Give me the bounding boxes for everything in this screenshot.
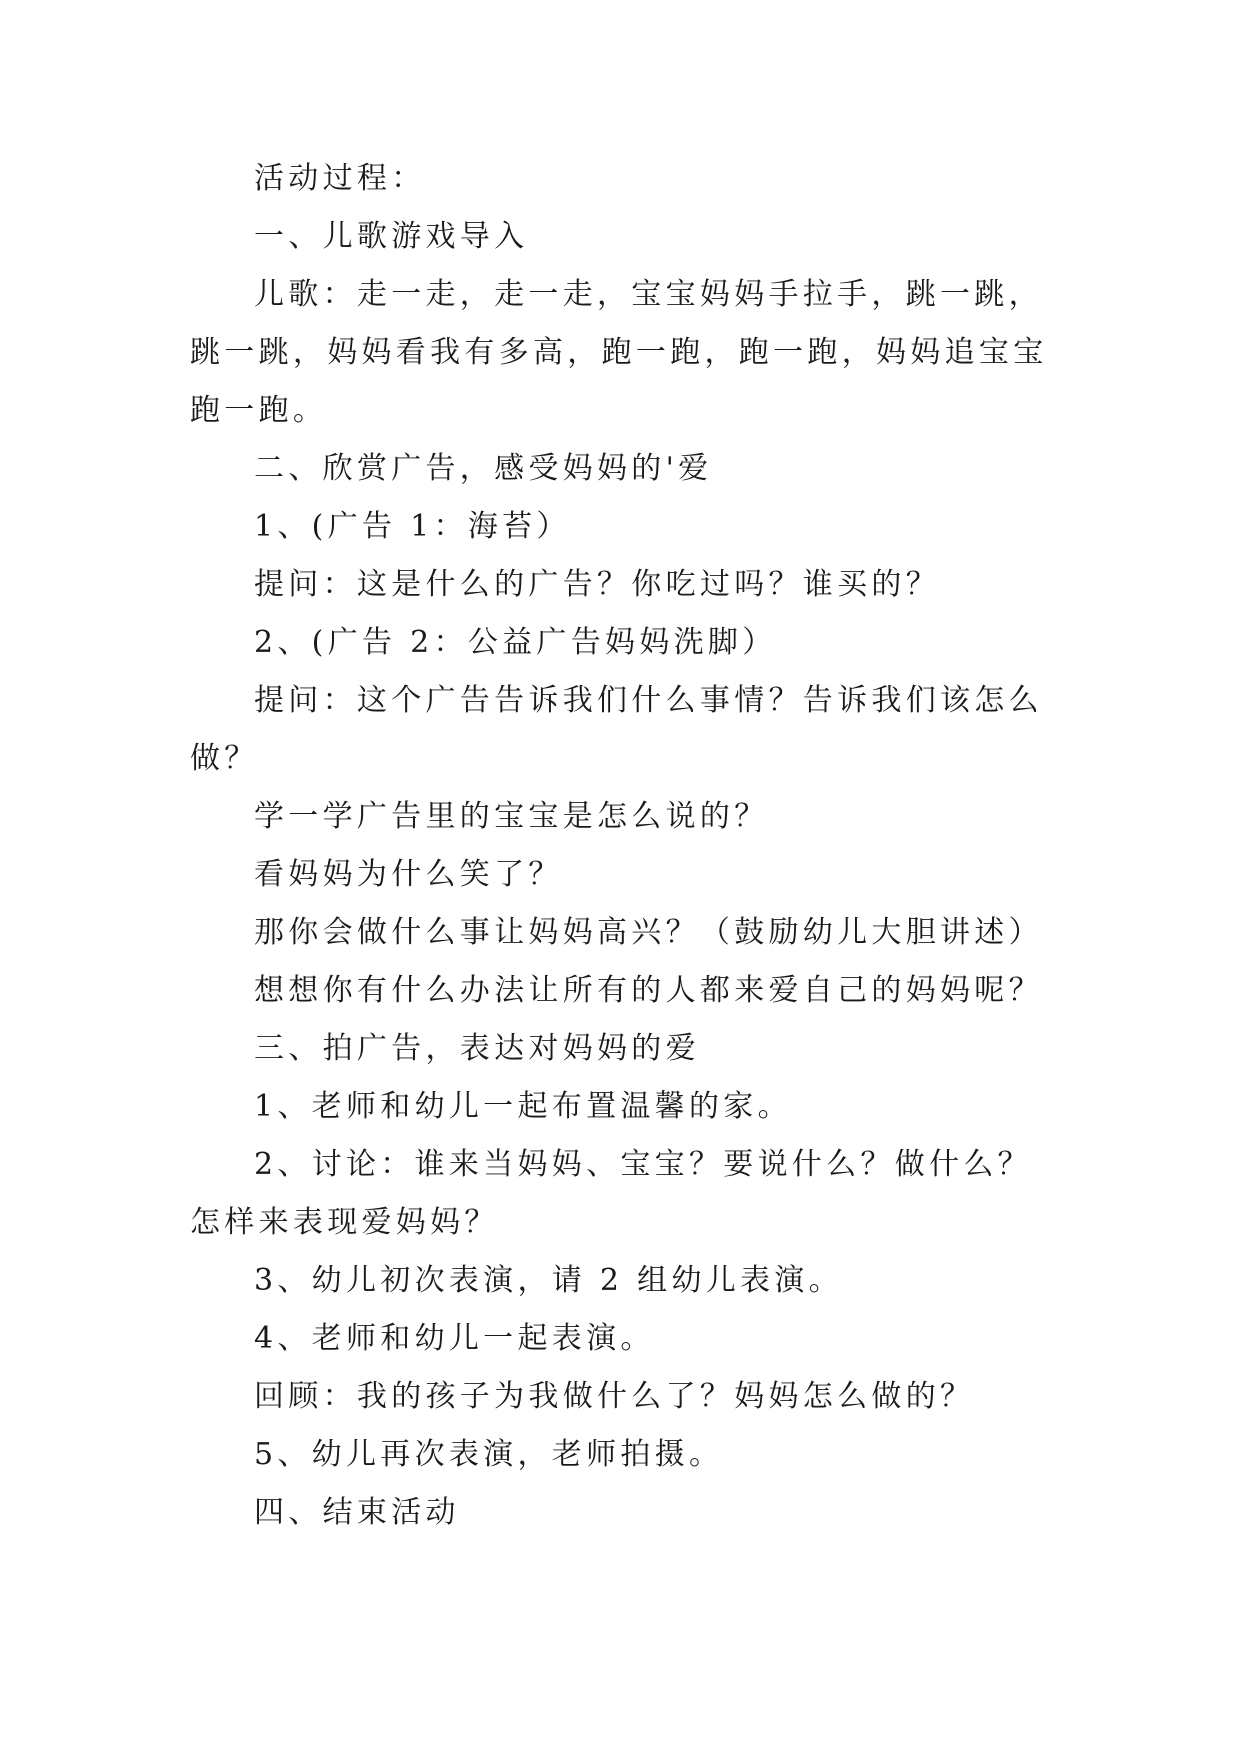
paragraph: 儿歌：走一走，走一走，宝宝妈妈手拉手，跳一跳，跳一跳，妈妈看我有多高，跑一跑，跑一跑，妈妈追宝宝跑一跑。 [190,277,1048,428]
paragraph: 那你会做什么事让妈妈高兴？（鼓励幼儿大胆讲述） [254,915,1043,950]
paragraph: 提问：这是什么的广告？你吃过吗？谁买的？ [254,567,940,602]
paragraph: 看妈妈为什么笑了？ [254,857,563,892]
paragraph: 4、老师和幼儿一起表演。 [254,1321,655,1356]
document-body [190,150,1060,1542]
paragraph: 学一学广告里的宝宝是怎么说的？ [254,799,769,834]
paragraph: 5、幼儿再次表演，老师拍摄。 [254,1437,724,1472]
paragraph: 2、讨论：谁来当妈妈、宝宝？要说什么？做什么？怎样来表现爱妈妈？ [190,1147,1032,1240]
section-heading: 四、结束活动 [254,1495,460,1530]
section-heading: 一、儿歌游戏导入 [254,219,529,254]
paragraph: 1、老师和幼儿一起布置温馨的家。 [254,1089,792,1124]
paragraph: 回顾：我的孩子为我做什么了？妈妈怎么做的？ [254,1379,975,1414]
section-heading: 三、拍广告，表达对妈妈的爱 [254,1031,700,1066]
paragraph: 想想你有什么办法让所有的人都来爱自己的妈妈呢？ [254,973,1043,1008]
paragraph: 3、幼儿初次表演，请 2 组幼儿表演。 [254,1263,843,1298]
section-heading: 二、欣赏广告，感受妈妈的'爱 [254,451,713,486]
section-heading: 活动过程： [254,161,426,196]
paragraph: 提问：这个广告告诉我们什么事情？告诉我们该怎么做？ [190,683,1043,776]
paragraph: 1、(广告 1：海苔） [254,509,571,544]
paragraph: 2、(广告 2：公益广告妈妈洗脚） [254,625,777,660]
